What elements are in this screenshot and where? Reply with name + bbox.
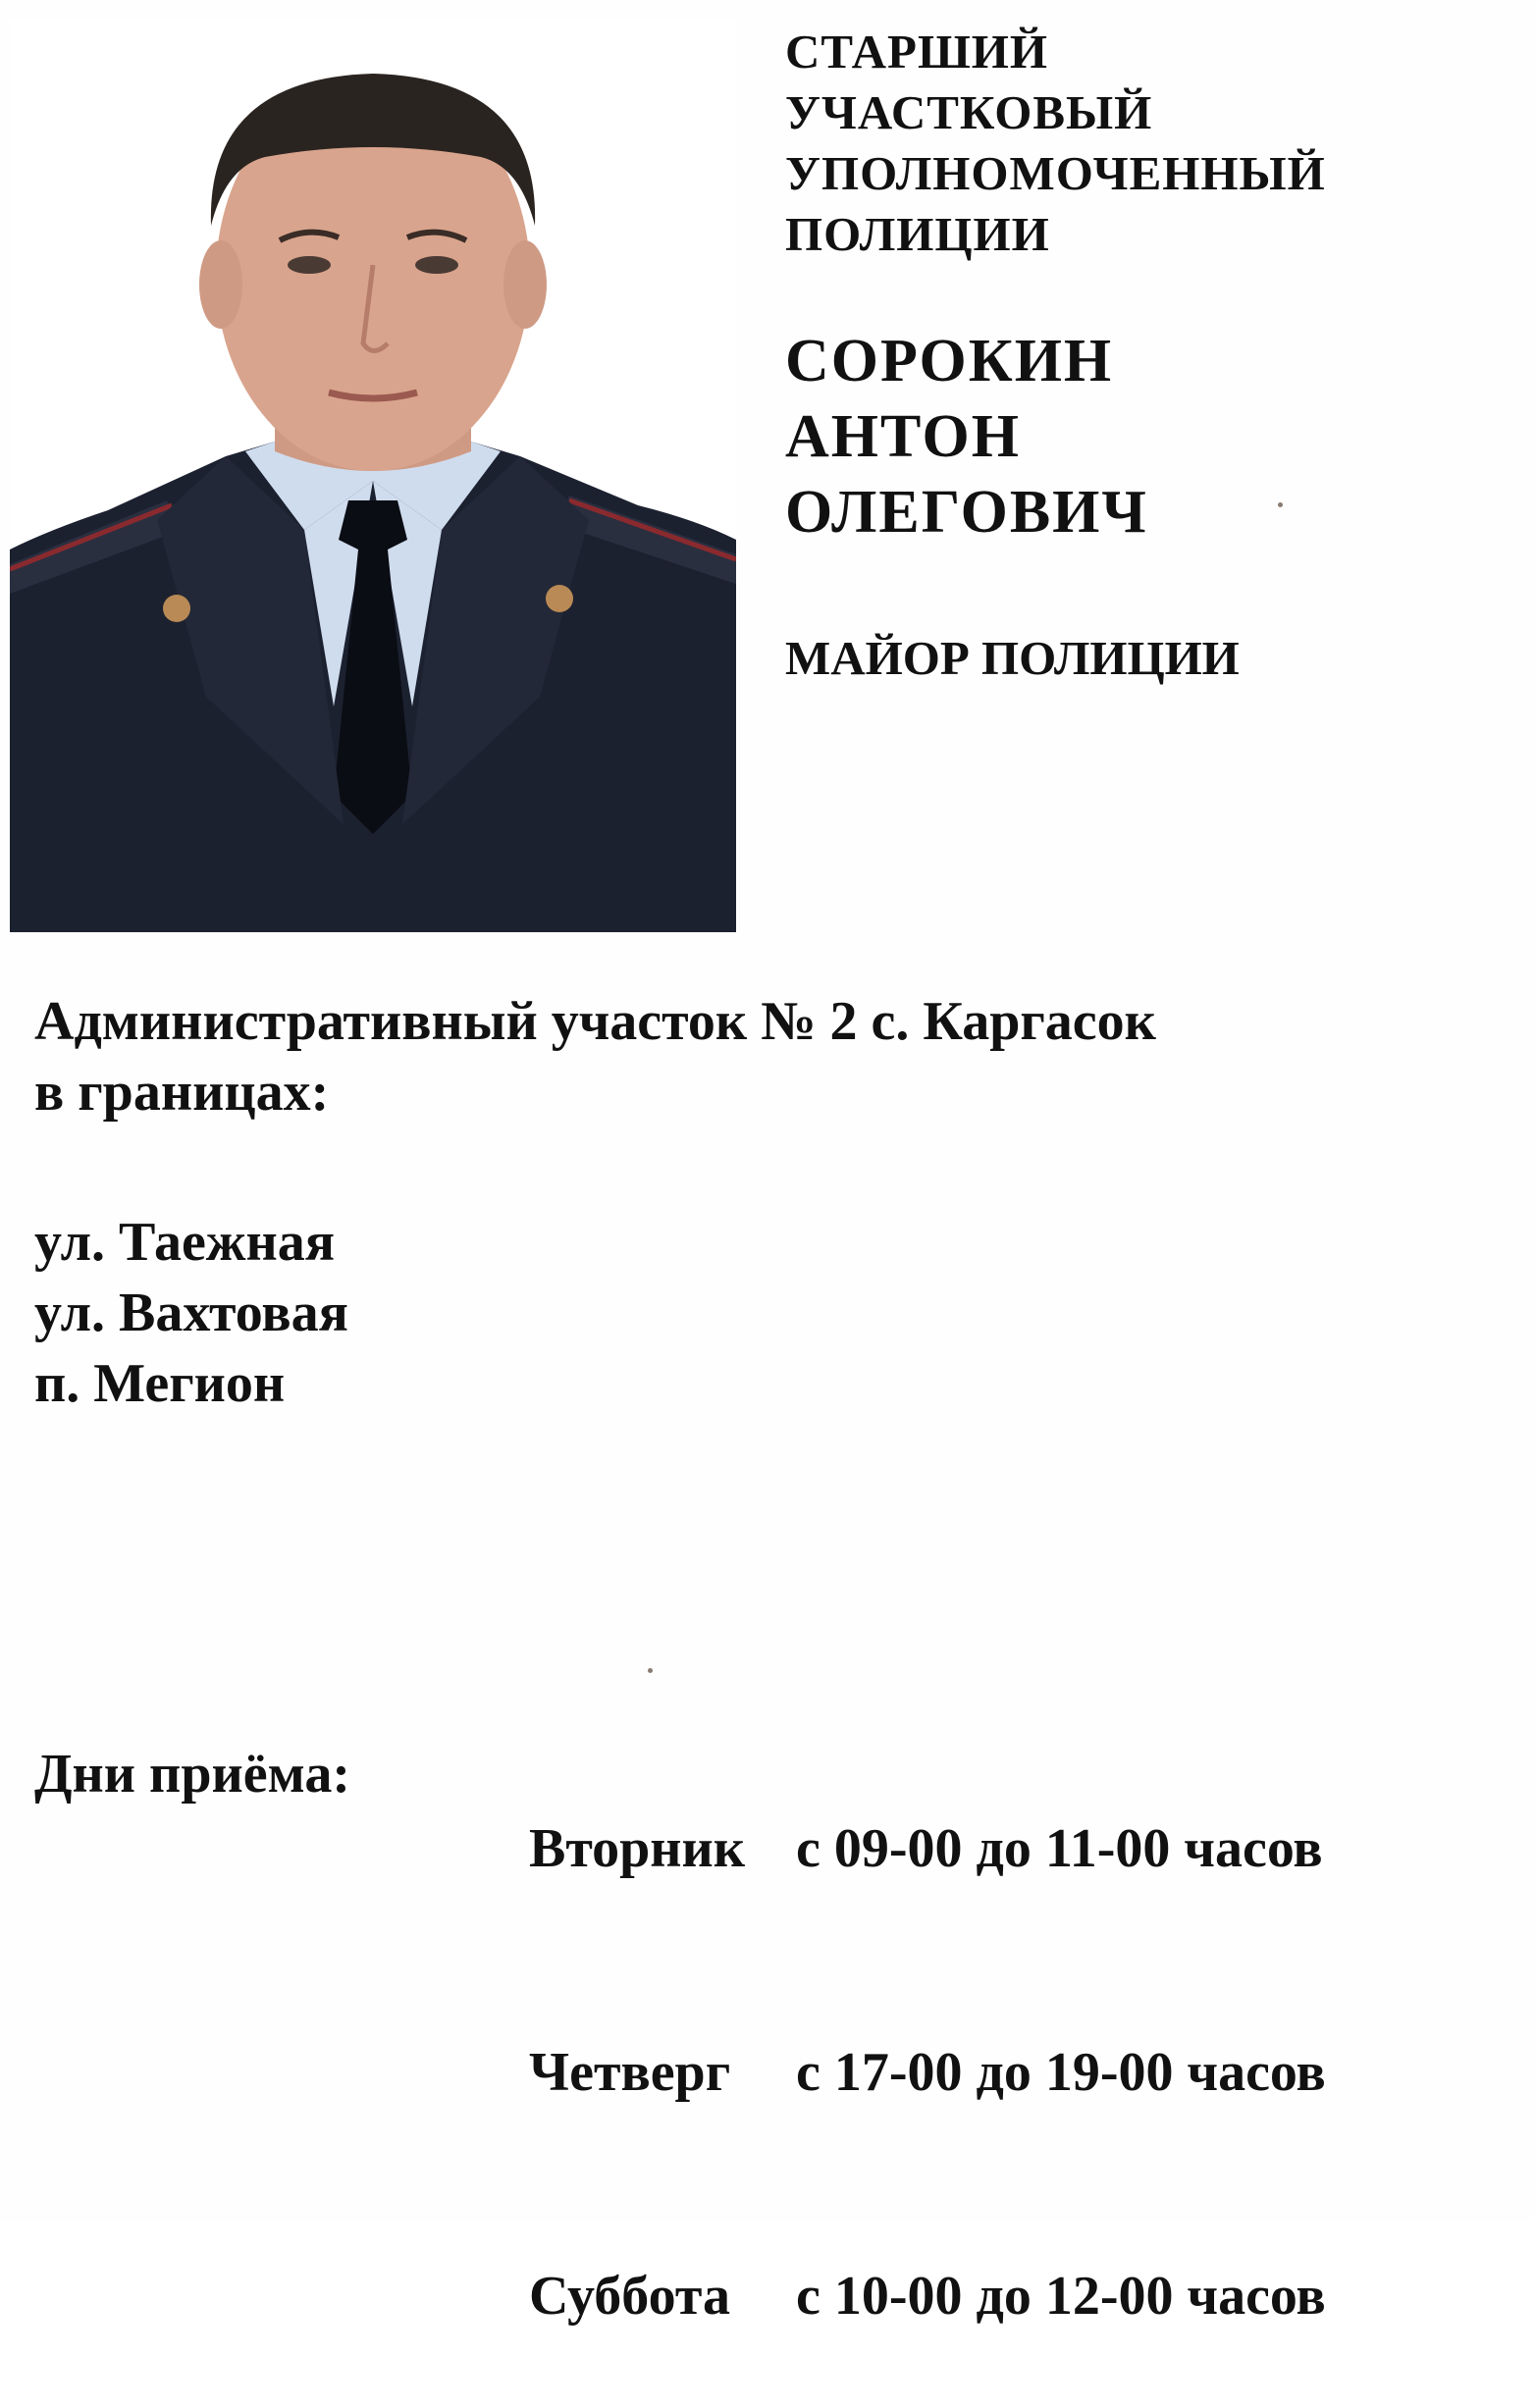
officer-name — [785, 324, 1148, 550]
officer-portrait-icon — [10, 20, 736, 932]
schedule-label: Дни приёма: — [34, 1744, 350, 1805]
schedule-day: Четверг — [529, 2042, 731, 2103]
street-list — [34, 1207, 348, 1419]
officer-rank: МАЙОР ПОЛИЦИИ — [785, 631, 1240, 685]
schedule-row — [447, 1961, 1326, 2184]
schedule-day: Суббота — [529, 2266, 731, 2327]
street-item: ул. Вахтовая — [34, 1283, 348, 1343]
schedule-time: с 09-00 до 11-00 часов — [796, 1818, 1323, 1879]
schedule-time: с 17-00 до 19-00 часов — [796, 2042, 1326, 2103]
position-line: ПОЛИЦИИ — [785, 207, 1050, 261]
first-name: АНТОН — [785, 403, 1021, 470]
position-line: УПОЛНОМОЧЕННЫЙ — [785, 146, 1326, 200]
scan-speck — [1278, 502, 1283, 507]
position-line: СТАРШИЙ — [785, 25, 1048, 79]
officer-photo — [10, 20, 736, 932]
schedule-list — [447, 1737, 1326, 2408]
position-title — [785, 22, 1492, 265]
street-item: п. Мегион — [34, 1353, 286, 1414]
schedule-day: Вторник — [529, 1818, 746, 1879]
district-title-line: в границах: — [34, 1062, 330, 1123]
patronymic: ОЛЕГОВИЧ — [785, 479, 1148, 546]
district-title-line: Административный участок № 2 с. Каргасок — [34, 991, 1156, 1052]
street-item: ул. Таежная — [34, 1212, 336, 1273]
position-line: УЧАСТКОВЫЙ — [785, 85, 1153, 139]
schedule-row — [447, 2184, 1326, 2408]
scan-speck — [648, 1668, 653, 1673]
schedule-row — [447, 1737, 1326, 1961]
surname: СОРОКИН — [785, 328, 1114, 394]
schedule-time: с 10-00 до 12-00 часов — [796, 2266, 1326, 2327]
district-title — [34, 986, 1156, 1127]
